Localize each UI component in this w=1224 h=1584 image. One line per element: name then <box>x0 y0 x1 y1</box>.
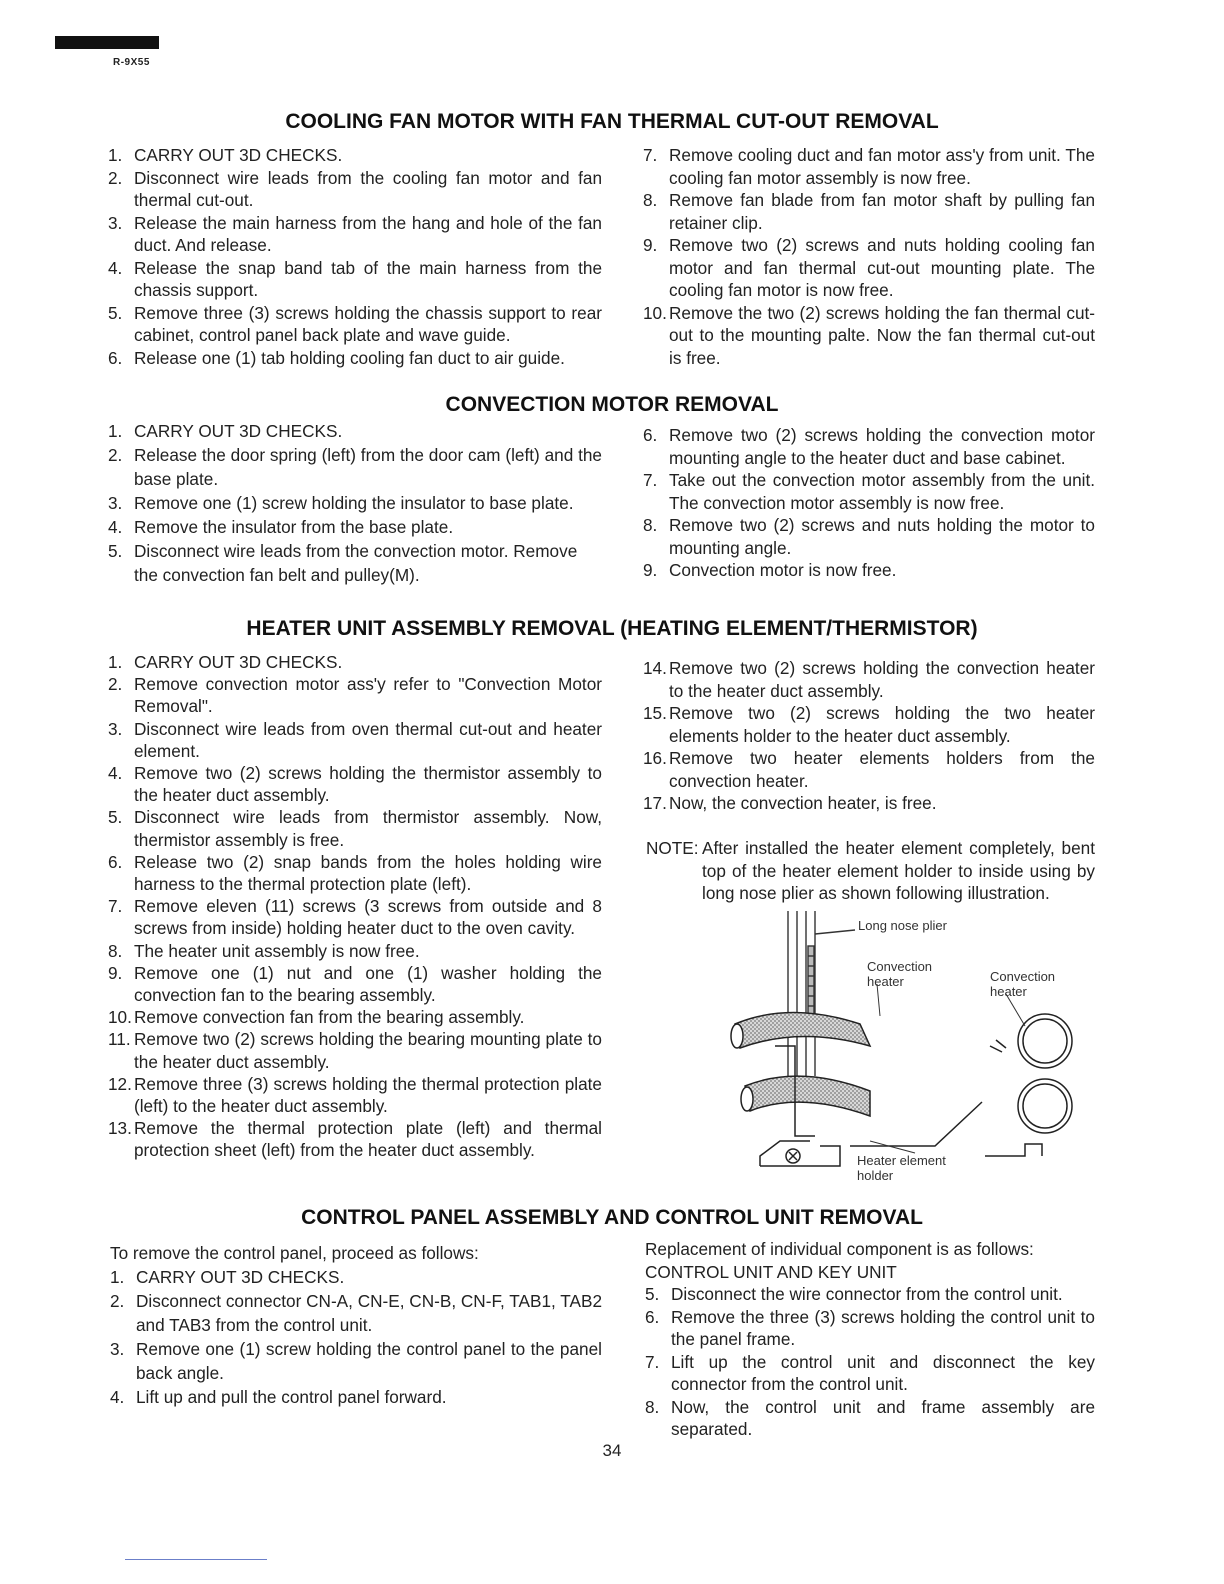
control-intro: To remove the control panel, proceed as follows: <box>110 1243 479 1263</box>
list-item: 3. Remove one (1) screw holding the control panel to the panel back angle. <box>110 1339 602 1383</box>
list-item: 5. Disconnect the wire connector from the control unit. <box>645 1284 1063 1304</box>
model-number: R-9X55 <box>113 57 150 68</box>
list-item: 4. Lift up and pull the control panel forward. <box>110 1387 447 1407</box>
list-item: 5. Remove three (3) screws holding the chassis support to rear cabinet, control panel back plate and wave guide. <box>108 302 602 345</box>
list-item: 7. Take out the convection motor assembly from the unit. The convection motor assembly is now free. <box>643 470 1095 513</box>
list-item: 6. Remove two (2) screws holding the convection motor mounting angle to the heater duct and base cabinet. <box>643 425 1095 468</box>
section-title-control: CONTROL PANEL ASSEMBLY AND CONTROL UNIT REMOVAL <box>301 1206 923 1229</box>
convection-left-list <box>108 419 602 587</box>
control-left-list <box>110 1241 602 1409</box>
label-heater-element-holder: Heater element holder <box>857 1153 946 1183</box>
list-item: 11. Remove two (2) screws holding the bearing mounting plate to the heater duct assembly. <box>108 1029 602 1072</box>
list-item: 9. Remove one (1) nut and one (1) washer holding the convection fan to the bearing assembly. <box>108 962 602 1006</box>
list-item: 1. CARRY OUT 3D CHECKS. <box>108 421 343 441</box>
list-item: 4. Release the snap band tab of the main harness from the chassis support. <box>108 257 602 300</box>
list-item: 4. Remove the insulator from the base plate. <box>108 517 454 537</box>
page-header-bar <box>55 36 159 49</box>
list-item: 6. Release one (1) tab holding cooling fan duct to air guide. <box>108 347 565 368</box>
list-item: 6. Release two (2) snap bands from the holes holding wire harness to the thermal protection plate (left). <box>108 851 602 895</box>
list-item: 14. Remove two (2) screws holding the convection heater to the heater duct assembly. <box>643 658 1095 701</box>
list-item: 10. Remove convection fan from the bearing assembly. <box>108 1007 525 1028</box>
list-item: 6. Remove the three (3) screws holding the control unit to the panel frame. <box>645 1306 1095 1349</box>
list-item: 8. Remove fan blade from fan motor shaft by pulling fan retainer clip. <box>643 190 1095 233</box>
list-item: 9. Remove two (2) screws and nuts holding cooling fan motor and fan thermal cut-out mounting plate. The cooling fan motor is now free. <box>643 235 1095 300</box>
note-label: NOTE: <box>646 838 699 858</box>
control-right-intro: Replacement of individual component is as follows: <box>645 1239 1034 1259</box>
list-item: 2. Disconnect connector CN-A, CN-E, CN-B, CN-F, TAB1, TAB2 and TAB3 from the control unit. <box>110 1291 602 1335</box>
list-item: 2. Release the door spring (left) from the door cam (left) and the base plate. <box>108 445 602 489</box>
heater-element-figure <box>720 906 1095 1190</box>
list-item: 1. CARRY OUT 3D CHECKS. <box>108 145 343 165</box>
heater-right-list <box>643 657 1095 815</box>
list-item: 7. Remove eleven (11) screws (3 screws from outside and 8 screws from inside) holding heater duct to the oven cavity. <box>108 896 602 939</box>
cooling-left-list <box>108 144 602 369</box>
heater-element-detail <box>850 1014 1072 1156</box>
label-convection-heater-left: Convection heater <box>867 959 933 989</box>
convection-right-list <box>643 424 1095 582</box>
heater-element-holder <box>760 1046 840 1166</box>
section-title-heater: HEATER UNIT ASSEMBLY REMOVAL (HEATING ELEMENT/THERMISTOR) <box>246 617 978 640</box>
page-number: 34 <box>602 1441 622 1460</box>
convection-heater-tubes <box>731 1013 870 1117</box>
list-item: 15. Remove two (2) screws holding the two heater elements holder to the heater duct assembly. <box>643 703 1095 746</box>
list-item: 3. Disconnect wire leads from oven thermal cut-out and heater element. <box>108 718 602 761</box>
list-item: 1. CARRY OUT 3D CHECKS. <box>108 652 343 672</box>
list-item: 3. Remove one (1) screw holding the insulator to base plate. <box>108 493 574 513</box>
list-item: 9. Convection motor is now free. <box>643 560 897 580</box>
list-item: 5. Disconnect wire leads from thermistor assembly. Now, thermistor assembly is free. <box>108 807 602 850</box>
list-item: 10. Remove the two (2) screws holding the fan thermal cut-out to the mounting palte. Now the fan thermal cut-out is free. <box>643 302 1095 368</box>
list-item: 2. Remove convection motor ass'y refer to "Convection Motor Removal". <box>108 674 602 717</box>
list-item: 13. Remove the thermal protection plate (left) and thermal protection sheet (left) from the heater duct assembly. <box>108 1118 602 1161</box>
list-item: 12. Remove three (3) screws holding the thermal protection plate (left) to the heater duct assembly. <box>108 1073 602 1117</box>
heater-note <box>646 837 1095 905</box>
list-item: 8. Remove two (2) screws and nuts holding the motor to mounting angle. <box>643 515 1095 558</box>
long-nose-plier <box>788 911 855 1076</box>
control-right-list <box>645 1238 1095 1441</box>
list-item: 16. Remove two heater elements holders from the convection heater. <box>643 748 1095 791</box>
list-item: 7. Remove cooling duct and fan motor ass'y from unit. The cooling fan motor assembly is now free. <box>643 145 1095 188</box>
list-item: 4. Remove two (2) screws holding the thermistor assembly to the heater duct assembly. <box>108 763 602 806</box>
list-item: 3. Release the main harness from the hang and hole of the fan duct. And release. <box>108 212 602 255</box>
label-long-nose-plier: Long nose plier <box>858 918 947 933</box>
list-item: 1. CARRY OUT 3D CHECKS. <box>110 1267 345 1287</box>
cooling-right-list <box>643 144 1095 369</box>
list-item: 2. Disconnect wire leads from the cooling fan motor and fan thermal cut-out. <box>108 167 602 210</box>
list-item: 17. Now, the convection heater, is free. <box>643 793 937 813</box>
list-item: 5. Disconnect wire leads from the convection motor. Remove the convection fan belt and pulley(M). <box>108 541 578 585</box>
label-convection-heater-right: Convection heater <box>990 969 1056 999</box>
heater-left-list <box>108 651 602 1162</box>
note-text: After installed the heater element completely, bent top of the heater element holder to inside using by long nose plier as shown following illustration. <box>702 838 1095 903</box>
section-title-cooling: COOLING FAN MOTOR WITH FAN THERMAL CUT-OUT REMOVAL <box>285 110 939 133</box>
list-item: 7. Lift up the control unit and disconnect the key connector from the control unit. <box>645 1351 1095 1394</box>
section-title-convection: CONVECTION MOTOR REMOVAL <box>445 393 779 416</box>
list-item: 8. Now, the control unit and frame assembly are separated. <box>645 1396 1095 1439</box>
control-right-subheading: CONTROL UNIT AND KEY UNIT <box>645 1261 897 1282</box>
footer-rule <box>125 1559 267 1560</box>
list-item: 8. The heater unit assembly is now free. <box>108 940 420 961</box>
